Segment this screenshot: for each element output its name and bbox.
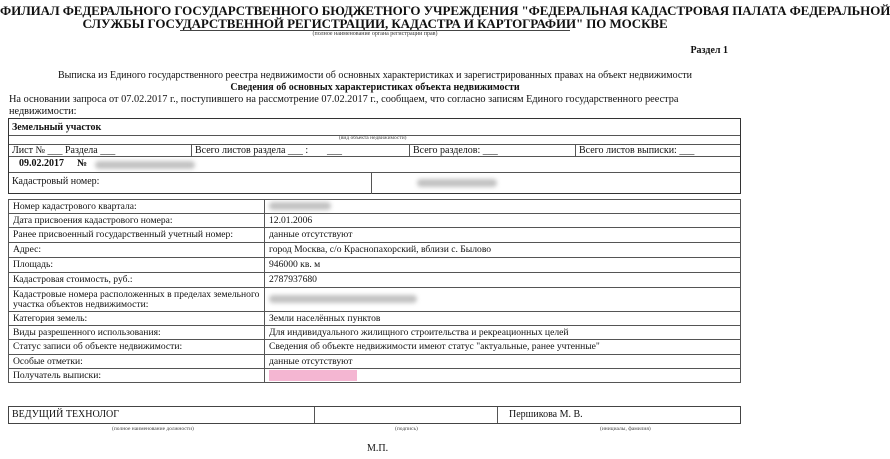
property-label: Кадастровые номера расположенных в пределах земельного участка объектов недвижимости: xyxy=(9,288,265,312)
property-label: Дата присвоения кадастрового номера: xyxy=(9,214,265,228)
redacted-cadastral-number xyxy=(417,179,497,187)
property-value: город Москва, с/о Краснопахорский, вблизи с. Былово xyxy=(265,243,741,258)
property-value: Для индивидуального жилищного строительства и рекреационных целей xyxy=(265,326,741,340)
sheets-in-section: Всего листов раздела ___ : xyxy=(195,145,309,156)
redacted-recipient xyxy=(269,370,357,381)
table-row xyxy=(9,273,741,288)
property-label: Ранее присвоенный государственный учетный номер: xyxy=(9,228,265,243)
property-value: Земли населённых пунктов xyxy=(265,312,741,326)
table-row xyxy=(9,312,741,326)
table-row xyxy=(9,258,741,273)
property-label: Номер кадастрового квартала: xyxy=(9,200,265,214)
table-row xyxy=(9,228,741,243)
property-label: Площадь: xyxy=(9,258,265,273)
table-row xyxy=(9,200,741,214)
cadastral-number-label: Кадастровый номер: xyxy=(12,176,100,187)
signer-position: ВЕДУЩИЙ ТЕХНОЛОГ xyxy=(12,409,120,420)
property-label: Получатель выписки: xyxy=(9,369,265,383)
table-row xyxy=(9,243,741,258)
redacted-quarter-number xyxy=(269,202,331,210)
sheets-in-section-sep: ___ xyxy=(327,145,342,156)
redacted-extract-number xyxy=(95,161,195,169)
divider xyxy=(575,144,576,156)
divider xyxy=(9,172,740,173)
sheets-in-extract: Всего листов выписки: ___ xyxy=(579,145,695,156)
signature-block xyxy=(8,406,741,424)
property-label: Адрес: xyxy=(9,243,265,258)
redacted-related-cadastral-numbers xyxy=(269,295,417,303)
divider xyxy=(497,407,498,423)
signature-caption: (подпись) xyxy=(395,426,418,432)
object-type: Земельный участок xyxy=(12,122,102,133)
sheet-number: Лист № ___ Раздела ___ xyxy=(12,145,116,156)
section-label: Раздел 1 xyxy=(690,45,728,56)
sections-total: Всего разделов: ___ xyxy=(413,145,498,156)
property-value xyxy=(265,369,741,383)
table-row xyxy=(9,288,741,312)
stamp-place: М.П. xyxy=(367,443,389,454)
property-value: данные отсутствуют xyxy=(265,355,741,369)
document-subtitle: Сведения об основных характеристиках объекта недвижимости xyxy=(230,82,520,93)
table-row xyxy=(9,369,741,383)
property-value: 946000 кв. м xyxy=(265,258,741,273)
property-value: 2787937680 xyxy=(265,273,741,288)
property-label: Виды разрешенного использования: xyxy=(9,326,265,340)
divider xyxy=(409,144,410,156)
property-value xyxy=(265,200,741,214)
table-row xyxy=(9,326,741,340)
org-name-line1: ФИЛИАЛ ФЕДЕРАЛЬНОГО ГОСУДАРСТВЕННОГО БЮДЖЕТНОГО УЧРЕЖДЕНИЯ "ФЕДЕРАЛЬНАЯ КАДАСТРОВАЯ ПАЛАТА ФЕДЕРАЛЬНОЙ xyxy=(0,3,890,18)
property-label: Кадастровая стоимость, руб.: xyxy=(9,273,265,288)
object-info-block xyxy=(8,118,741,194)
divider xyxy=(314,407,315,423)
property-value xyxy=(265,288,741,312)
table-row xyxy=(9,214,741,228)
object-type-caption: (вид объекта недвижимости) xyxy=(339,135,407,141)
property-label: Категория земель: xyxy=(9,312,265,326)
basis-text-line2: недвижимости: xyxy=(9,106,77,117)
name-caption: (инициалы, фамилия) xyxy=(600,426,651,432)
org-name-line2: СЛУЖБЫ ГОСУДАРСТВЕННОЙ РЕГИСТРАЦИИ, КАДАСТРА И КАРТОГРАФИИ" ПО МОСКВЕ xyxy=(82,16,668,31)
property-label: Особые отметки: xyxy=(9,355,265,369)
org-name-caption: (полное наименование органа регистрации прав) xyxy=(312,31,438,37)
basis-text-line1: На основании запроса от 07.02.2017 г., поступившего на рассмотрение 07.02.2017 г., сообщаем, что согласно записям Единого государственного реестра xyxy=(9,94,679,105)
divider xyxy=(371,172,372,194)
extract-number-label: № xyxy=(77,158,88,169)
divider xyxy=(9,156,740,157)
divider xyxy=(191,144,192,156)
property-value: 12.01.2006 xyxy=(265,214,741,228)
table-row xyxy=(9,340,741,355)
table-row xyxy=(9,355,741,369)
extract-date: 09.02.2017 xyxy=(19,158,64,169)
properties-table xyxy=(8,199,741,383)
document-title: Выписка из Единого государственного реестра недвижимости об основных характеристиках и зарегистрированных правах на объект недвижимости xyxy=(57,70,692,81)
property-label: Статус записи об объекте недвижимости: xyxy=(9,340,265,355)
position-caption: (полное наименование должности) xyxy=(112,426,194,432)
property-value: Сведения об объекте недвижимости имеют статус "актуальные, ранее учтенные" xyxy=(265,340,741,355)
property-value: данные отсутствуют xyxy=(265,228,741,243)
signer-name: Першикова М. В. xyxy=(509,409,583,420)
